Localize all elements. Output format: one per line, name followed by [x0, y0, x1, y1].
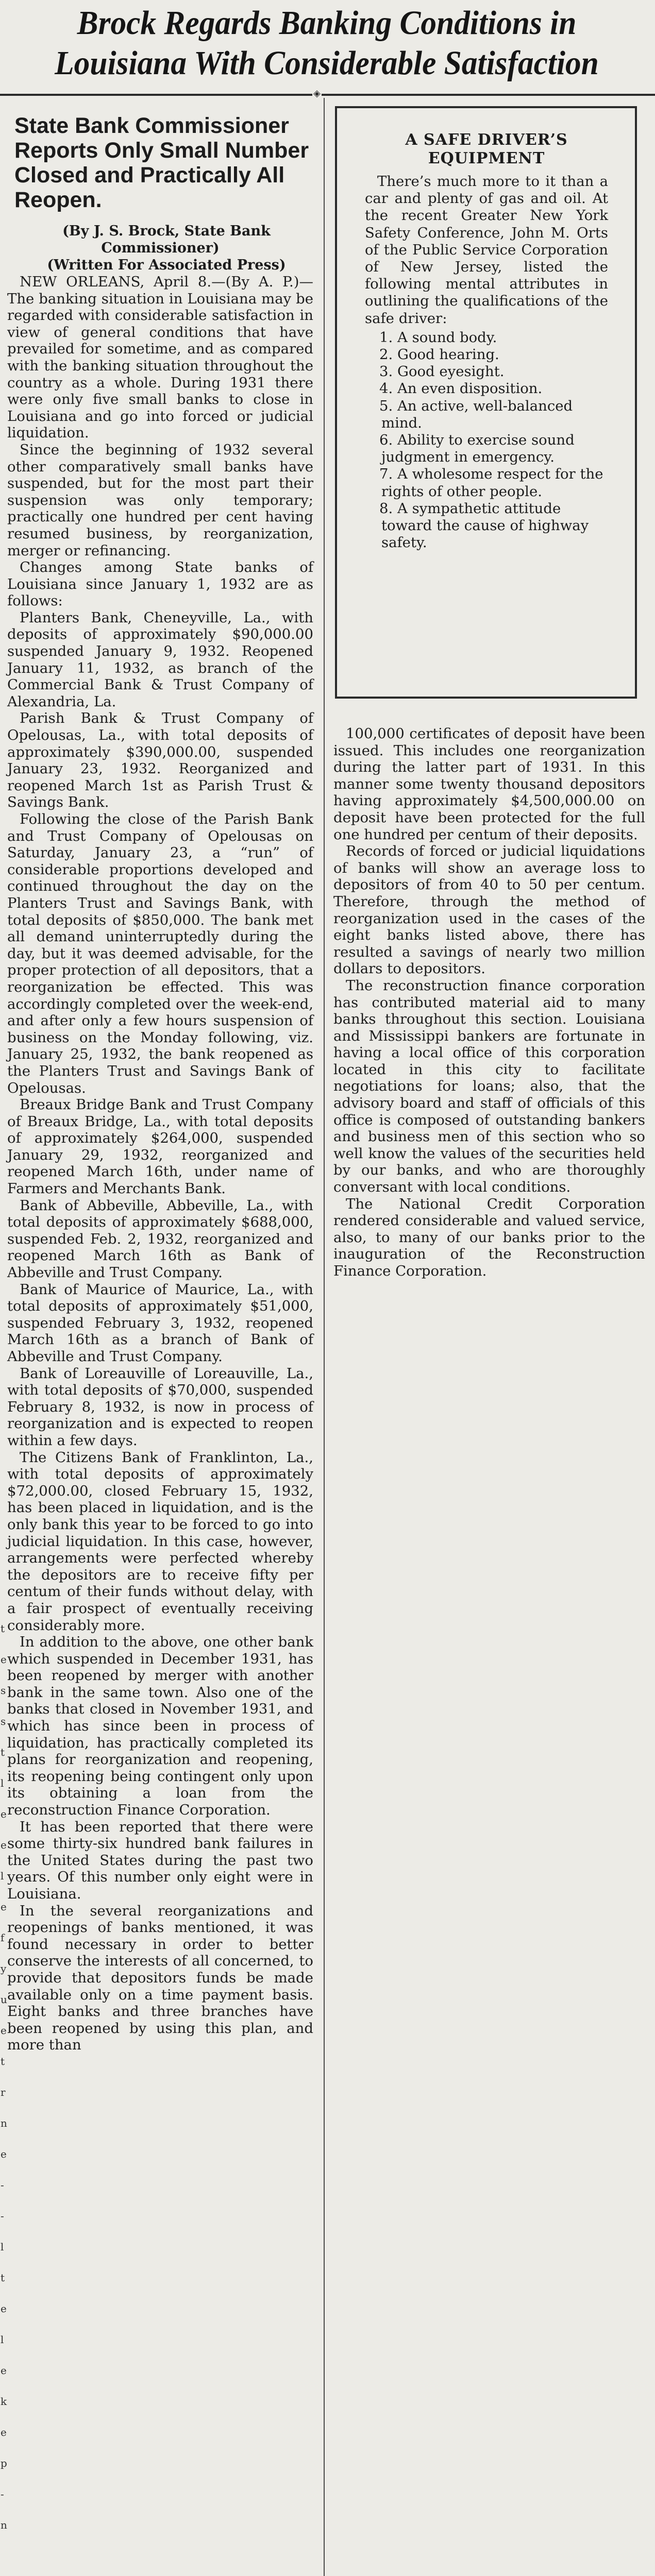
box-list-item: 4. An even disposition.	[379, 380, 543, 397]
box-list-item: 5. An active, well-balanced mind.	[379, 397, 573, 431]
adjacent-column-fragment	[0, 1623, 5, 2550]
gutter-letter: r	[1, 2086, 6, 2098]
body-paragraph: It has been reported that there were some thirty-six hundred bank failures in the United States during the past two years. Of this number only eight were in Louisiana.	[7, 1818, 313, 1902]
gutter-letter: n	[1, 2117, 7, 2129]
gutter-letter: l	[1, 2241, 4, 2253]
rule-ornament-icon: ◈	[312, 89, 322, 98]
gutter-letter: l	[1, 1870, 4, 1882]
body-paragraph: Parish Bank & Trust Company of Opelousas, La., with total deposits of approximately $390,000.00, suspended January 23, 1932. Reorganized and reopened March 1st as Parish Trust & Savings Bank.	[7, 710, 313, 811]
headline-line-2: Louisiana With Considerable Satisfaction	[55, 44, 599, 82]
gutter-letter: t	[1, 1622, 5, 1635]
gutter-letter: -	[1, 2210, 4, 2222]
box-intro: There’s much more to it than a car and plenty of gas and oil. At the recent Greater New York Safety Conference, John M. Orts of the Public Service Corporation of New Jersey, listed the following mental attributes in outlining the qualifications of the safe driver:	[365, 173, 608, 327]
article-main-column	[7, 109, 313, 2054]
gutter-letter: n	[1, 2519, 7, 2531]
body-paragraph: Planters Bank, Cheneyville, La., with deposits of approximately $90,000.00 suspended January 9, 1932. Reopened January 11, 1932, as branch of the Commercial Bank & Trust Company of Alexandria, La.	[7, 609, 313, 710]
gutter-letter: e	[1, 1808, 7, 1820]
body-paragraph: Following the close of the Parish Bank and Trust Company of Opelousas on Saturday, January 23, a “run” of considerable proportions developed and continued throughout the day on the Planters Trust and Savings Bank, with total deposits of $850,000. The bank met all demand uninterruptedly during the day, but it was deemed advisable, for the proper protection of all depositors, that a reorganization be effected. This was accordingly completed over the week-end, and after only a few hours suspension of business on the Monday following, viz. January 25, 1932, the bank reopened as the Planters Trust and Savings Bank of Opelousas.	[7, 811, 313, 1096]
gutter-letter: s	[1, 1684, 6, 1697]
article-body-left	[7, 442, 313, 2054]
column-rule	[324, 98, 325, 2576]
gutter-letter: e	[1, 2024, 7, 2037]
byline-author: (By J. S. Brock, State Bank Commissioner)	[62, 223, 271, 256]
gutter-letter: -	[1, 2488, 4, 2500]
gutter-letter: k	[1, 2395, 7, 2408]
dateline-paragraph: NEW ORLEANS, April 8.—(By A. P.)—The banking situation in Louisiana may be regarded with considerable satisfaction in view of general conditions that have prevailed for sometime, and as compared with the banking situation throughout the country as a whole. During 1931 there were only five small banks to close in Louisiana and go into forced or judicial liquidation.	[7, 274, 313, 442]
gutter-letter: t	[1, 1746, 5, 1758]
gutter-letter: l	[1, 2333, 4, 2346]
gutter-letter: e	[1, 1653, 7, 1666]
box-title-line-1: A SAFE DRIVER’S	[405, 131, 568, 149]
body-paragraph: 100,000 certificates of deposit have been issued. This includes one reorganization during the latter part of 1931. In this manner some twenty thousand depositors having approximately $4,500,000.00 on deposit have been protected for the full one hundred per centum of their deposits.	[333, 725, 645, 843]
body-paragraph: Breaux Bridge Bank and Trust Company of Breaux Bridge, La., with total deposits of approximately $264,000, suspended January 29, 1932, reorganized and reopened March 16th, under name of Farmers and Merchants Bank.	[7, 1096, 313, 1197]
gutter-letter: e	[1, 2302, 7, 2315]
gutter-letter: e	[1, 2148, 7, 2160]
gutter-letter: p	[1, 2457, 7, 2469]
box-list-item: 2. Good hearing.	[379, 346, 499, 363]
box-list	[365, 329, 608, 552]
body-paragraph: Bank of Loreauville of Loreauville, La., with total deposits of $70,000, suspended February 8, 1932, is now in process of reorganization and is expected to reopen within a few days.	[7, 1365, 313, 1449]
body-paragraph: In the several reorganizations and reopenings of banks mentioned, it was found necessary in order to better conserve the interests of all concerned, to provide that depositors funds be made available only on a time payment basis. Eight banks and three branches have been reopened by using this plan, and more than	[7, 1902, 313, 2054]
box-list-item: 3. Good eyesight.	[379, 363, 505, 380]
gutter-letter: e	[1, 1839, 7, 1851]
gutter-letter: y	[1, 1962, 7, 1975]
byline-credit: (Written For Associated Press)	[47, 257, 286, 273]
gutter-letter: f	[1, 1931, 5, 1944]
box-list-item: 7. A wholesome respect for the rights of other people.	[379, 466, 603, 500]
safe-driver-box	[335, 106, 637, 699]
body-paragraph: In addition to the above, one other bank which suspended in December 1931, has been reopened by merger with another bank in the same town. Also one of the banks that closed in November 1931, and which has since been in process of liquidation, has practically completed its plans for reorganization and reopening, its reopening being contingent only upon its obtaining a loan from the reconstruction Finance Corporation.	[7, 1634, 313, 1819]
headline-rule	[0, 94, 655, 96]
gutter-letter: l	[1, 1777, 4, 1789]
headline	[7, 3, 646, 83]
body-paragraph: Since the beginning of 1932 several other comparatively small banks have suspended, but for the most part their suspension was only temporary; practically one hundred per cent having resumed business, by reorganization, merger or refinancing.	[7, 441, 313, 559]
headline-line-1: Brock Regards Banking Conditions in	[77, 4, 577, 42]
body-paragraph: The Citizens Bank of Franklinton, La., with total deposits of approximately $72,000.00, closed February 15, 1932, has been placed in liquidation, and is the only bank this year to be forced to go into judicial liquidation. In this case, however, arrangements were perfected whereby the depositors are to receive fifty per centum of their funds without delay, with a fair prospect of eventually receiving considerably more.	[7, 1449, 313, 1634]
body-paragraph: Records of forced or judicial liquidations of banks will show an average loss to depositors of from 40 to 50 per centum. Therefore, through the method of reorganization used in the cases of the eight banks listed above, there has resulted a savings of nearly two million dollars to depositors.	[333, 843, 645, 977]
body-paragraph: Bank of Maurice of Maurice, La., with total deposits of approximately $51,000, suspended February 3, 1932, reopened March 16th as a branch of Bank of Abbeville and Trust Company.	[7, 1281, 313, 1365]
box-list-item: 6. Ability to exercise sound judgment in emergency.	[379, 432, 575, 466]
gutter-letter: t	[1, 2055, 5, 2067]
gutter-letter: e	[1, 2364, 7, 2377]
box-list-item: 1. A sound body.	[379, 329, 497, 346]
gutter-letter: t	[1, 2272, 5, 2284]
box-title-line-2: EQUIPMENT	[428, 149, 545, 167]
gutter-letter: -	[1, 2179, 4, 2191]
gutter-letter: s	[1, 1715, 6, 1727]
body-paragraph: The National Credit Corporation rendered considerable and valued service, also, to many of our banks prior to the inauguration of the Reconstruction Finance Corporation.	[333, 1195, 645, 1279]
box-list-item: 8. A sympathetic attitude toward the cause of highway safety.	[379, 500, 589, 551]
body-paragraph: Bank of Abbeville, Abbeville, La., with total deposits of approximately $688,000, suspended Feb. 2, 1932, reorganized and reopened March 16th as Bank of Abbeville and Trust Company.	[7, 1197, 313, 1281]
gutter-letter: e	[1, 2426, 7, 2438]
gutter-letter: e	[1, 1901, 7, 1913]
article-body-right	[333, 725, 645, 1280]
box-title	[365, 131, 608, 168]
gutter-letter: u	[1, 1993, 7, 2006]
article-deck: State Bank Commissioner Reports Only Small Number Closed and Practically All Reopen.	[14, 113, 309, 212]
body-paragraph: Changes among State banks of Louisiana since January 1, 1932 are as follows:	[7, 559, 313, 609]
article-continued-column	[333, 725, 645, 1280]
body-paragraph: The reconstruction finance corporation has contributed material aid to many banks throughout this section. Louisiana and Mississippi bankers are fortunate in having a local office of this corporation located in this city to facilitate negotiations for loans; also, that the advisory board and staff of officials of this office is composed of outstanding bankers and business men of this section who so well know the values of the securities held by our banks, and who are thoroughly conversant with local conditions.	[333, 977, 645, 1196]
